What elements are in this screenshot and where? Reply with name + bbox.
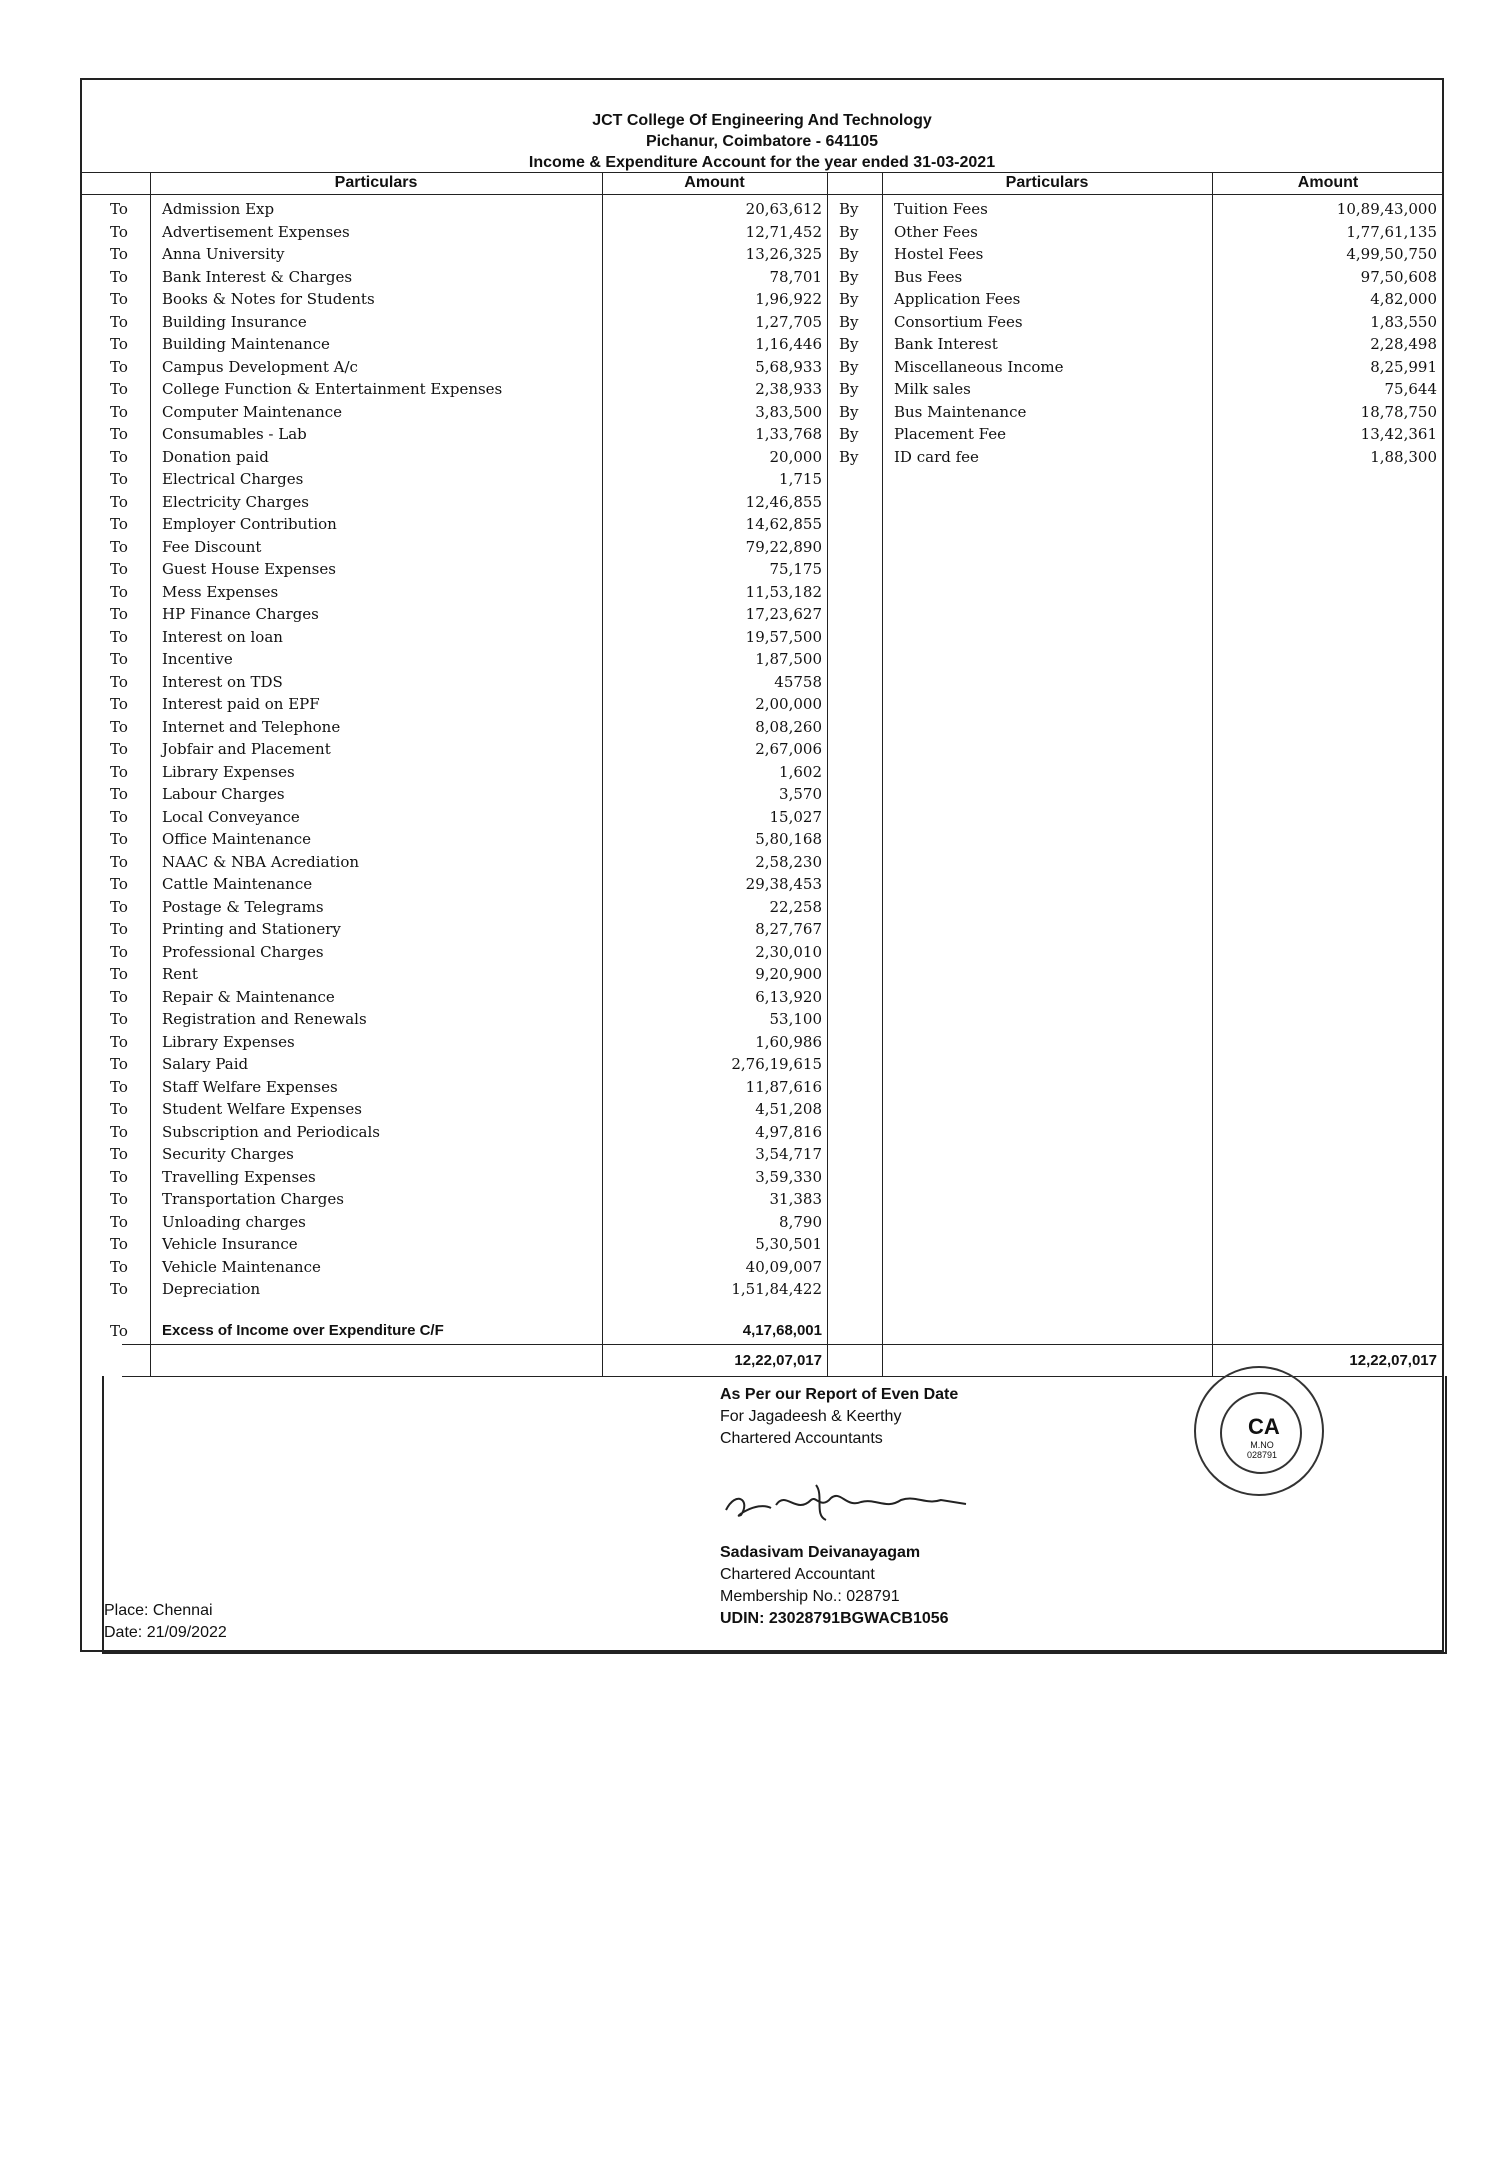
- excess-amount: 4,17,68,001: [742, 1322, 822, 1339]
- expense-amount: 2,00,000: [755, 695, 822, 713]
- expense-particular: Depreciation: [162, 1280, 261, 1298]
- seal-mno-label: M.NO: [1250, 1440, 1274, 1450]
- expense-prefix: To: [110, 492, 128, 511]
- expense-particular: HP Finance Charges: [162, 605, 319, 623]
- table-row: [82, 806, 1444, 828]
- expense-particular: Consumables - Lab: [162, 425, 307, 443]
- expense-amount: 2,38,933: [755, 380, 822, 398]
- expense-prefix: To: [110, 650, 128, 668]
- expense-prefix: To: [110, 717, 128, 736]
- expense-amount: 3,570: [779, 785, 822, 803]
- expense-particular: Registration and Renewals: [162, 1010, 367, 1028]
- expense-amount: 4,97,816: [755, 1122, 822, 1141]
- expense-amount: 15,027: [769, 807, 822, 826]
- expense-amount: 1,60,986: [755, 1032, 822, 1051]
- table-row: [82, 1166, 1444, 1188]
- expense-particular: Computer Maintenance: [162, 402, 343, 421]
- expense-particular: Printing and Stationery: [162, 920, 341, 938]
- expense-amount: 31,383: [769, 1190, 822, 1208]
- college-name: JCT College Of Engineering And Technology: [592, 112, 932, 129]
- income-particular: Milk sales: [894, 380, 971, 398]
- expense-particular: Transportation Charges: [162, 1190, 344, 1208]
- expense-prefix: To: [110, 357, 128, 376]
- table-row: [82, 198, 1444, 220]
- expense-amount: 14,62,855: [745, 515, 822, 533]
- expense-amount: 1,16,446: [755, 335, 822, 353]
- income-particular: Application Fees: [894, 290, 1021, 308]
- table-row: [82, 1098, 1444, 1120]
- expense-prefix: To: [110, 312, 128, 331]
- expense-prefix: To: [110, 222, 128, 241]
- signatory-designation: Chartered Accountant: [720, 1566, 875, 1583]
- income-prefix: By: [839, 222, 859, 241]
- expense-prefix: To: [110, 740, 128, 758]
- expense-prefix: To: [110, 965, 128, 983]
- expense-particular: Vehicle Insurance: [162, 1235, 298, 1253]
- table-row: [82, 513, 1444, 535]
- right-particulars-header: Particulars: [1005, 174, 1089, 191]
- expense-particular: Internet and Telephone: [162, 717, 341, 736]
- table-row: [82, 356, 1444, 378]
- table-row: [82, 311, 1444, 333]
- expense-particular: Interest on loan: [162, 627, 283, 646]
- expense-amount: 2,67,006: [755, 740, 822, 758]
- expense-amount: 1,27,705: [755, 312, 822, 331]
- seal-mno-number: 028791: [1246, 1450, 1278, 1460]
- expense-amount: 6,13,920: [755, 987, 822, 1006]
- left-particulars-header: Particulars: [334, 174, 418, 191]
- income-amount: 10,89,43,000: [1336, 200, 1437, 218]
- expense-amount: 2,76,19,615: [731, 1055, 822, 1073]
- expense-amount: 20,63,612: [745, 200, 822, 218]
- expense-prefix: To: [110, 1257, 128, 1276]
- income-amount: 1,83,550: [1370, 312, 1437, 331]
- expense-prefix: To: [110, 1077, 128, 1096]
- income-particular: Other Fees: [894, 222, 978, 241]
- expense-amount: 3,83,500: [755, 402, 822, 421]
- table-row: [82, 266, 1444, 288]
- income-prefix: By: [839, 267, 859, 286]
- seal-inner-ring: [1220, 1392, 1302, 1474]
- expense-prefix: To: [110, 1122, 128, 1141]
- expense-particular: Subscription and Periodicals: [162, 1122, 380, 1141]
- firm-name: For Jagadeesh & Keerthy: [720, 1408, 902, 1425]
- expense-prefix: To: [110, 762, 128, 781]
- expense-amount: 12,46,855: [745, 492, 822, 511]
- income-particular: Miscellaneous Income: [894, 357, 1064, 376]
- expense-prefix: To: [110, 290, 128, 308]
- expense-particular: Mess Expenses: [162, 582, 279, 601]
- expense-prefix: To: [110, 267, 128, 286]
- expense-amount: 1,602: [779, 762, 822, 781]
- income-prefix: By: [839, 245, 859, 263]
- income-particular: Bus Maintenance: [894, 402, 1027, 421]
- udin-number: UDIN: 23028791BGWACB1056: [720, 1610, 949, 1627]
- expense-particular: Office Maintenance: [162, 830, 312, 848]
- place: Place: Chennai: [104, 1602, 213, 1619]
- expense-prefix: To: [110, 830, 128, 848]
- expense-particular: Fee Discount: [162, 537, 262, 556]
- expense-prefix: To: [110, 1032, 128, 1051]
- income-particular: ID card fee: [894, 447, 979, 466]
- right-amount-header: Amount: [1297, 174, 1359, 191]
- table-row: [82, 1188, 1444, 1210]
- report-line: As Per our Report of Even Date: [720, 1386, 959, 1403]
- table-row: [82, 896, 1444, 918]
- income-amount: 97,50,608: [1360, 267, 1437, 286]
- expense-particular: Anna University: [162, 245, 285, 263]
- expense-prefix: To: [110, 582, 128, 601]
- signatory-name: Sadasivam Deivanayagam: [720, 1544, 921, 1561]
- table-row: [82, 1031, 1444, 1053]
- income-prefix: By: [839, 290, 859, 308]
- expense-amount: 12,71,452: [745, 222, 822, 241]
- expense-prefix: To: [110, 897, 128, 916]
- left-amount-header: Amount: [684, 174, 745, 191]
- expense-particular: Salary Paid: [162, 1055, 249, 1073]
- table-row: [82, 243, 1444, 265]
- expense-amount: 1,715: [779, 470, 822, 488]
- expense-amount: 19,57,500: [745, 627, 822, 646]
- expense-prefix: To: [110, 852, 128, 871]
- expense-amount: 5,30,501: [755, 1235, 822, 1253]
- table-row: [82, 693, 1444, 715]
- expense-amount: 79,22,890: [745, 537, 822, 556]
- expense-prefix: To: [110, 447, 128, 466]
- expense-particular: Electricity Charges: [162, 492, 309, 511]
- table-row: [82, 1278, 1444, 1300]
- expense-prefix: To: [110, 605, 128, 623]
- expense-prefix: To: [110, 672, 128, 691]
- income-particular: Bus Fees: [894, 267, 963, 286]
- table-row: [82, 491, 1444, 513]
- expense-particular: Donation paid: [162, 447, 269, 466]
- expense-amount: 45758: [774, 672, 822, 691]
- income-amount: 8,25,991: [1370, 357, 1437, 376]
- table-row: [82, 671, 1444, 693]
- expense-particular: Books & Notes for Students: [162, 290, 375, 308]
- table-row: [82, 423, 1444, 445]
- expense-amount: 53,100: [769, 1010, 822, 1028]
- college-address: Pichanur, Coimbatore - 641105: [645, 133, 879, 150]
- expense-particular: Postage & Telegrams: [162, 897, 324, 916]
- expense-prefix: To: [110, 515, 128, 533]
- table-row: [82, 1053, 1444, 1075]
- expense-particular: College Function & Entertainment Expenses: [162, 380, 503, 398]
- income-prefix: By: [839, 335, 859, 353]
- expense-prefix: To: [110, 627, 128, 646]
- expense-particular: Rent: [162, 965, 198, 983]
- expense-particular: NAAC & NBA Acrediation: [162, 852, 360, 871]
- table-row: [82, 558, 1444, 580]
- table-row: [82, 378, 1444, 400]
- expense-particular: Campus Development A/c: [162, 357, 358, 376]
- income-prefix: By: [839, 200, 859, 218]
- expense-amount: 1,87,500: [755, 650, 822, 668]
- expense-particular: Incentive: [162, 650, 233, 668]
- expense-amount: 5,68,933: [755, 357, 822, 376]
- expense-particular: Library Expenses: [162, 762, 295, 781]
- expense-prefix: To: [110, 1055, 128, 1073]
- table-row: [82, 716, 1444, 738]
- income-prefix: By: [839, 312, 859, 331]
- expense-particular: Employer Contribution: [162, 515, 337, 533]
- income-amount: 18,78,750: [1360, 402, 1437, 421]
- expense-prefix: To: [110, 470, 128, 488]
- expense-prefix: To: [110, 920, 128, 938]
- expense-prefix: To: [110, 785, 128, 803]
- expense-particular: Professional Charges: [162, 942, 324, 961]
- table-row: [82, 401, 1444, 423]
- expense-prefix: To: [110, 425, 128, 443]
- income-particular: Placement Fee: [894, 425, 1007, 443]
- ca-seal-stamp: [1194, 1366, 1324, 1496]
- income-prefix: By: [839, 402, 859, 421]
- table-row: [82, 1076, 1444, 1098]
- table-row: [82, 828, 1444, 850]
- table-row: [82, 1256, 1444, 1278]
- expense-amount: 1,51,84,422: [731, 1280, 822, 1298]
- expense-amount: 78,701: [769, 267, 822, 286]
- expense-particular: Guest House Expenses: [162, 560, 336, 578]
- firm-type: Chartered Accountants: [720, 1430, 883, 1447]
- table-row: [82, 1008, 1444, 1030]
- expense-prefix: To: [110, 1167, 128, 1186]
- expense-amount: 5,80,168: [755, 830, 822, 848]
- expense-particular: Vehicle Maintenance: [162, 1257, 321, 1276]
- total-rule-top: [122, 1344, 1444, 1345]
- expense-prefix: To: [110, 942, 128, 961]
- expense-prefix: To: [110, 695, 128, 713]
- income-prefix: By: [839, 447, 859, 466]
- income-prefix: By: [839, 357, 859, 376]
- table-row: [82, 221, 1444, 243]
- expense-amount: 9,20,900: [755, 965, 822, 983]
- expense-amount: 8,790: [779, 1212, 822, 1231]
- table-row: [82, 986, 1444, 1008]
- expense-particular: Electrical Charges: [162, 470, 304, 488]
- expense-particular: Travelling Expenses: [162, 1167, 316, 1186]
- expense-prefix: To: [110, 200, 128, 218]
- right-total: 12,22,07,017: [1349, 1352, 1437, 1369]
- income-particular: Consortium Fees: [894, 312, 1023, 331]
- expense-amount: 29,38,453: [745, 875, 822, 893]
- table-row: [82, 626, 1444, 648]
- expense-prefix: To: [110, 380, 128, 398]
- expense-particular: Bank Interest & Charges: [162, 267, 353, 286]
- excess-prefix: To: [110, 1322, 128, 1340]
- left-total: 12,22,07,017: [734, 1352, 822, 1369]
- table-row: [82, 1211, 1444, 1233]
- expense-amount: 1,33,768: [755, 425, 822, 443]
- expense-prefix: To: [110, 807, 128, 826]
- expense-prefix: To: [110, 1212, 128, 1231]
- date: Date: 21/09/2022: [104, 1624, 227, 1641]
- expense-prefix: To: [110, 987, 128, 1006]
- expense-amount: 2,30,010: [755, 942, 822, 961]
- expense-amount: 8,08,260: [755, 717, 822, 736]
- table-row: [82, 1121, 1444, 1143]
- expense-amount: 3,59,330: [755, 1167, 822, 1186]
- expense-particular: Cattle Maintenance: [162, 875, 313, 893]
- expense-prefix: To: [110, 1235, 128, 1253]
- expense-amount: 8,27,767: [755, 920, 822, 938]
- signature-image: [716, 1470, 986, 1530]
- statement-title: Income & Expenditure Account for the year ended 31-03-2021: [528, 154, 996, 171]
- excess-row: [82, 1320, 1444, 1342]
- expense-amount: 4,51,208: [755, 1100, 822, 1118]
- expense-particular: Unloading charges: [162, 1212, 306, 1231]
- ca-logo: CA: [1248, 1414, 1280, 1439]
- expense-amount: 75,175: [769, 560, 822, 578]
- table-row: [82, 536, 1444, 558]
- expense-amount: 1,96,922: [755, 290, 822, 308]
- expense-amount: 40,09,007: [745, 1257, 822, 1276]
- column-head-rule: [82, 194, 1444, 195]
- income-amount: 1,77,61,135: [1346, 222, 1437, 241]
- table-row: [82, 783, 1444, 805]
- expense-particular: Building Maintenance: [162, 335, 330, 353]
- seal-membership: [1242, 1440, 1282, 1460]
- table-row: [82, 851, 1444, 873]
- expense-particular: Labour Charges: [162, 785, 285, 803]
- expense-prefix: To: [110, 245, 128, 263]
- expense-amount: 13,26,325: [745, 245, 822, 263]
- expense-amount: 17,23,627: [745, 605, 822, 623]
- table-row: [82, 738, 1444, 760]
- table-row: [82, 333, 1444, 355]
- table-row: [82, 963, 1444, 985]
- expense-particular: Library Expenses: [162, 1032, 295, 1051]
- table-row: [82, 603, 1444, 625]
- membership-number: Membership No.: 028791: [720, 1588, 900, 1605]
- expense-particular: Security Charges: [162, 1145, 294, 1163]
- income-amount: 2,28,498: [1370, 335, 1437, 353]
- expense-amount: 20,000: [769, 447, 822, 466]
- expense-particular: Local Conveyance: [162, 807, 300, 826]
- income-amount: 1,88,300: [1370, 447, 1437, 466]
- expense-particular: Interest paid on EPF: [162, 695, 320, 713]
- expense-particular: Student Welfare Expenses: [162, 1100, 362, 1118]
- expense-particular: Repair & Maintenance: [162, 987, 335, 1006]
- expense-prefix: To: [110, 1280, 128, 1298]
- header-rule: [82, 172, 1444, 173]
- income-amount: 4,99,50,750: [1346, 245, 1437, 263]
- expense-prefix: To: [110, 1190, 128, 1208]
- expense-amount: 11,53,182: [745, 582, 822, 601]
- expense-prefix: To: [110, 1145, 128, 1163]
- income-amount: 75,644: [1384, 380, 1437, 398]
- document-header: [82, 80, 1442, 172]
- table-row: [82, 1143, 1444, 1165]
- table-row: [82, 288, 1444, 310]
- expense-amount: 2,58,230: [755, 852, 822, 871]
- expense-particular: Building Insurance: [162, 312, 307, 331]
- table-row: [82, 941, 1444, 963]
- table-row: [82, 468, 1444, 490]
- table-row: [82, 446, 1444, 468]
- expense-particular: Interest on TDS: [162, 672, 283, 691]
- expense-amount: 3,54,717: [755, 1145, 822, 1163]
- income-prefix: By: [839, 380, 859, 398]
- table-row: [82, 581, 1444, 603]
- income-particular: Hostel Fees: [894, 245, 984, 263]
- expense-particular: Jobfair and Placement: [162, 740, 331, 758]
- excess-particular: Excess of Income over Expenditure C/F: [162, 1322, 444, 1339]
- expense-prefix: To: [110, 537, 128, 556]
- expense-particular: Staff Welfare Expenses: [162, 1077, 338, 1096]
- income-amount: 13,42,361: [1360, 425, 1437, 443]
- income-amount: 4,82,000: [1370, 290, 1437, 308]
- expense-prefix: To: [110, 1010, 128, 1028]
- income-prefix: By: [839, 425, 859, 443]
- expense-amount: 22,258: [769, 897, 822, 916]
- table-row: [82, 918, 1444, 940]
- expense-particular: Advertisement Expenses: [162, 222, 350, 241]
- income-particular: Tuition Fees: [894, 200, 988, 218]
- expense-prefix: To: [110, 875, 128, 893]
- table-row: [82, 648, 1444, 670]
- table-row: [82, 873, 1444, 895]
- table-row: [82, 761, 1444, 783]
- expense-prefix: To: [110, 402, 128, 421]
- table-row: [82, 1233, 1444, 1255]
- expense-amount: 11,87,616: [745, 1077, 822, 1096]
- expense-prefix: To: [110, 560, 128, 578]
- income-particular: Bank Interest: [894, 335, 998, 353]
- expense-prefix: To: [110, 1100, 128, 1118]
- expense-particular: Admission Exp: [162, 200, 275, 218]
- expense-prefix: To: [110, 335, 128, 353]
